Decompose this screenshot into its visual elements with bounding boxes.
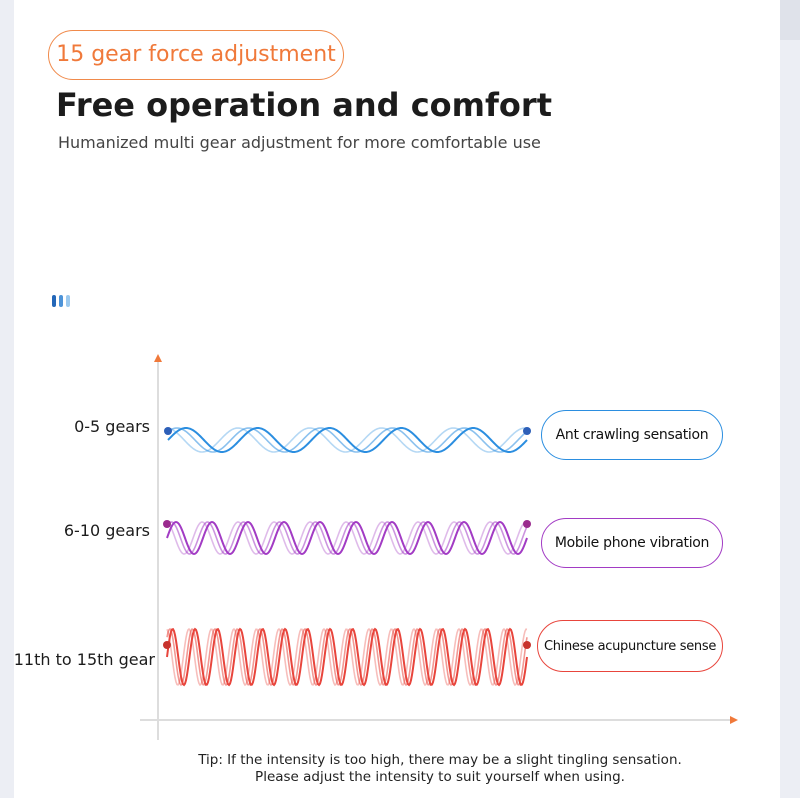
sensation-tag-low: Ant crawling sensation	[541, 410, 723, 460]
tip-line-2: Please adjust the intensity to suit yourself when using.	[255, 769, 625, 785]
wave-2-endpoint-end	[523, 641, 531, 649]
gear-label-low: 0-5 gears	[74, 417, 150, 436]
tip-line-1: Tip: If the intensity is too high, there may be a slight tingling sensation.	[198, 752, 682, 768]
usage-tip	[130, 752, 750, 786]
sensation-tag-mid: Mobile phone vibration	[541, 518, 723, 568]
waves-group	[163, 427, 531, 685]
gear-label-mid: 6-10 gears	[63, 521, 150, 540]
wave-1-endpoint-start	[163, 520, 171, 528]
gear-label-high: 11th to 15th gear	[13, 650, 155, 669]
page-subtitle: Humanized multi gear adjustment for more comfortable use	[58, 133, 541, 152]
feature-badge: 15 gear force adjustment	[48, 30, 344, 80]
x-axis-arrow	[730, 716, 738, 724]
wave-1-endpoint-end	[523, 520, 531, 528]
wave-2-endpoint-start	[163, 641, 171, 649]
sensation-tag-high: Chinese acupuncture sense	[537, 620, 723, 672]
y-axis-arrow	[154, 354, 162, 362]
wave-0-endpoint-end	[523, 427, 531, 435]
page-title: Free operation and comfort	[56, 86, 552, 124]
wave-0-endpoint-start	[164, 427, 172, 435]
